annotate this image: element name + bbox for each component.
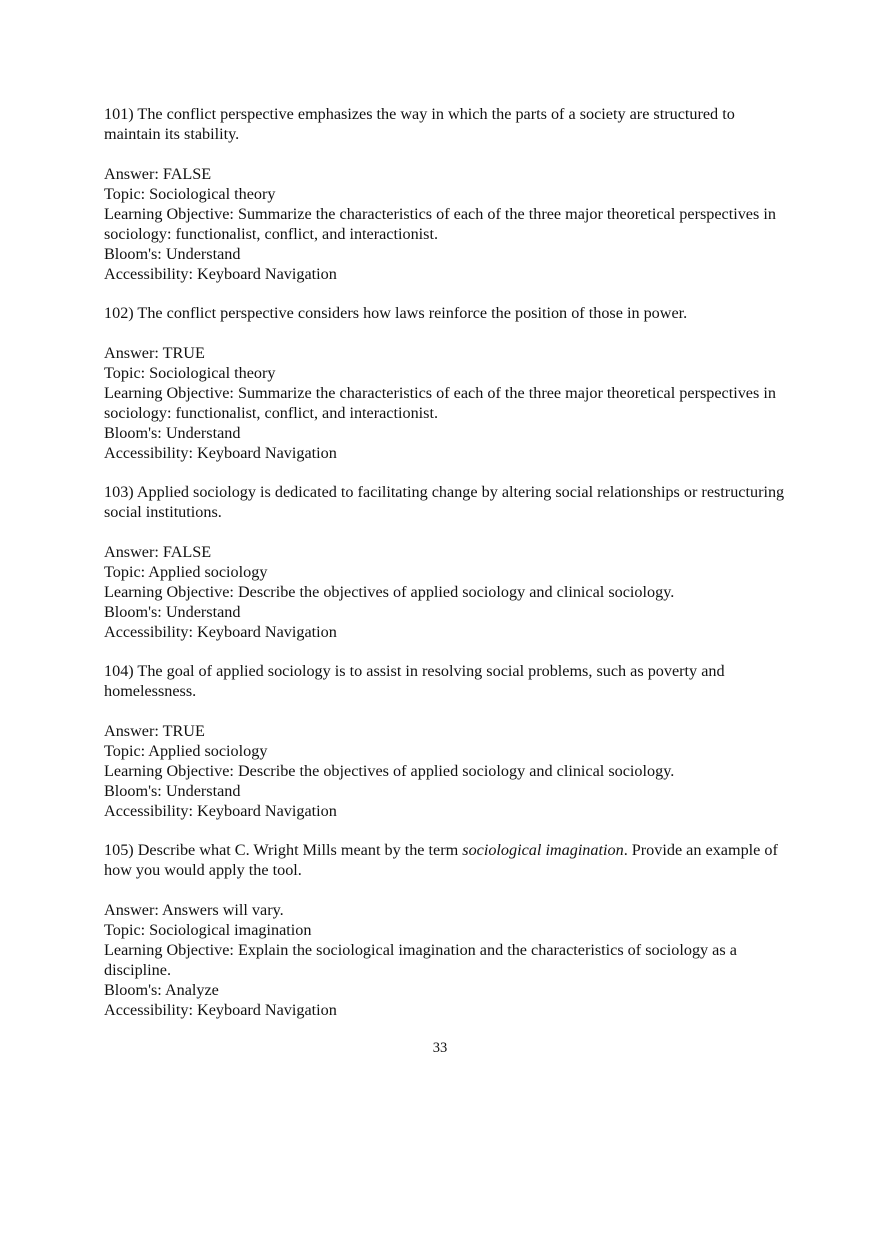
question-105-meta [104,900,794,1020]
topic-line: Topic: Sociological theory [104,364,276,382]
objective-line: Learning Objective: Describe the objectives of applied sociology and clinical sociology. [104,762,675,780]
accessibility-line: Accessibility: Keyboard Navigation [104,1001,337,1019]
question-text [104,661,794,701]
answer-line: Answer: FALSE [104,165,212,183]
question-text [104,104,794,144]
objective-line: Learning Objective: Summarize the characteristics of each of the three major theoretical perspectives in sociology: functionalist, conflict, and interactionist. [104,205,776,243]
answer-line: Answer: TRUE [104,344,205,362]
question-text [104,303,794,323]
blooms-line: Bloom's: Understand [104,782,241,800]
objective-line: Learning Objective: Explain the sociological imagination and the characteristics of sociology as a discipline. [104,941,737,979]
question-105-text [104,840,794,880]
topic-line: Topic: Sociological theory [104,185,276,203]
accessibility-line: Accessibility: Keyboard Navigation [104,265,337,283]
question-105-emphasis: sociological imagination [462,841,624,859]
question-101-text: 101) The conflict perspective emphasizes the way in which the parts of a society are structured to maintain its stability. [104,105,735,143]
accessibility-line: Accessibility: Keyboard Navigation [104,802,337,820]
question-103-meta [104,542,794,642]
topic-line: Topic: Sociological imagination [104,921,312,939]
blooms-line: Bloom's: Understand [104,603,241,621]
question-101-meta [104,164,794,284]
blooms-line: Bloom's: Analyze [104,981,219,999]
objective-line: Learning Objective: Summarize the characteristics of each of the three major theoretical perspectives in sociology: functionalist, conflict, and interactionist. [104,384,776,422]
answer-line: Answer: FALSE [104,543,212,561]
question-102-meta [104,343,794,463]
answer-line: Answer: Answers will vary. [104,901,284,919]
question-text [104,482,794,522]
page-number: 33 [432,1040,448,1056]
topic-line: Topic: Applied sociology [104,563,268,581]
question-text [104,840,794,880]
question-104-meta [104,721,794,821]
blooms-line: Bloom's: Understand [104,424,241,442]
question-105-text-after: . Provide an example of how you would apply the tool. [104,841,778,879]
question-102-text: 102) The conflict perspective considers how laws reinforce the position of those in power. [104,304,688,322]
answer-line: Answer: TRUE [104,722,205,740]
blooms-line: Bloom's: Understand [104,245,241,263]
question-104-text: 104) The goal of applied sociology is to assist in resolving social problems, such as poverty and homelessness. [104,662,725,700]
accessibility-line: Accessibility: Keyboard Navigation [104,444,337,462]
question-list [104,104,794,1039]
question-103-text: 103) Applied sociology is dedicated to facilitating change by altering social relationships or restructuring social institutions. [104,483,785,521]
topic-line: Topic: Applied sociology [104,742,268,760]
question-105-text-before: 105) Describe what C. Wright Mills meant by the term [104,841,463,859]
objective-line: Learning Objective: Describe the objectives of applied sociology and clinical sociology. [104,583,675,601]
accessibility-line: Accessibility: Keyboard Navigation [104,623,337,641]
